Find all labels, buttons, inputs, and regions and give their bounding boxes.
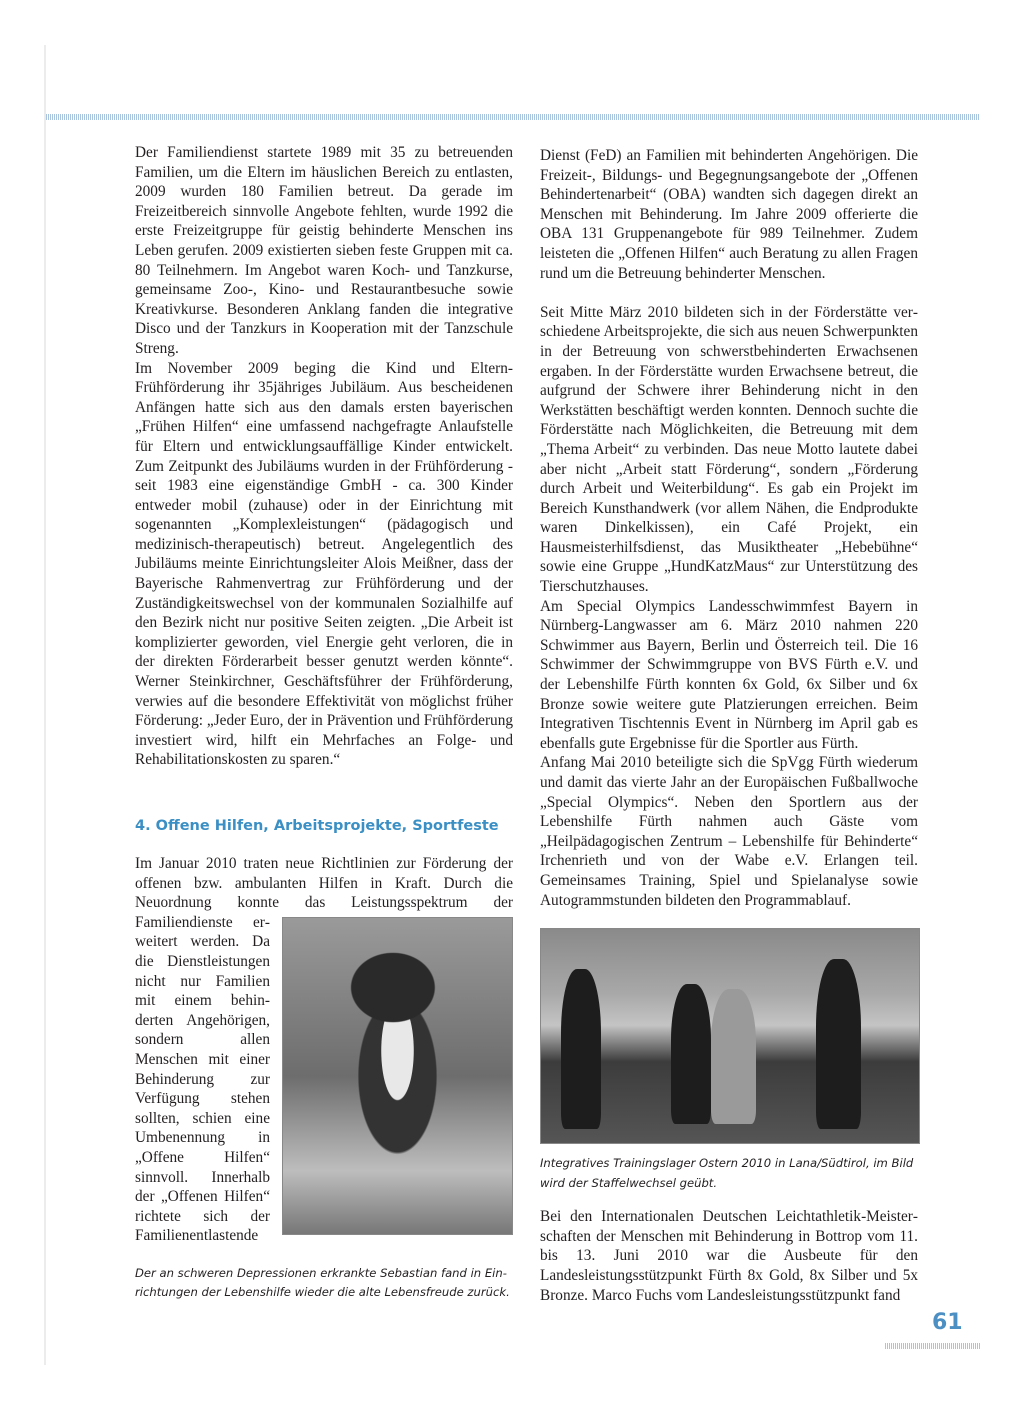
wrapped-paragraph — [135, 854, 513, 1246]
page-number: 61 — [932, 1310, 963, 1335]
runner-figure — [816, 959, 861, 1129]
paragraph: Bei den Internationalen Deutschen Leichtathletik-Meisterschaften der Menschen mit Behinderung in Bottrop vom 11. bis 13. Juni 2010 war die Ausbeute für den Landesleistungsstützpunkt Fürth 8x Gold, 8x Silber und 5x Bronze. Marco Fuchs vom Landesleistungsstützpunkt fand — [540, 1208, 918, 1304]
photo-caption: Integratives Trainingslager Ostern 2010 in Lana/Südtirol, im Bild wird der Staffelwechsel geübt. — [540, 1156, 914, 1190]
runner-figure — [711, 989, 756, 1124]
page-margin-line — [44, 45, 46, 1365]
section-heading: 4. Offene Hilfen, Arbeitsprojekte, Sportfeste — [135, 818, 499, 834]
photo-caption: Der an schweren Depressionen erkrankte Sebastian fand in Einrichtungen der Lebenshilfe wieder die alte Lebensfreude zurück. — [135, 1265, 510, 1300]
header-rule — [46, 114, 980, 120]
photo-sebastian — [282, 917, 513, 1235]
runner-figure — [671, 984, 711, 1124]
paragraph: Seit Mitte März 2010 bildeten sich in der Förderstätte verschiedene Arbeitsprojekte, die sich aus neuen Schwerpunkten in der Betreuung von schwerstbehinderten Erwachsenen ergaben. In der Förderstätte wurden Erwachsene betreut, die aufgrund der Schwere ihrer Behinderung nicht in den Werkstätten beschäftigt werden konnten. Dennoch suchte die Förderstätte nach Möglichkeiten, die Betreuung mit dem „Thema Arbeit“ zu verbinden. Das neue Motto lautete dabei aber nicht „Arbeit statt Förderung“, sondern „Förderung durch Arbeit und Weiterbildung“. Es gab ein Projekt im Bereich Kunsthandwerk (vor allem Nähen, die Endprodukte waren Dinkelkissen), ein Café Projekt, ein Hausmeisterhilfsdienst, das Musiktheater „Hebebühne“ sowie eine Gruppe „HundKatzMaus“ zur Unterstützung des Tierschutzhauses. — [540, 303, 918, 596]
footer-rule — [885, 1343, 980, 1349]
paragraph: Der Familiendienst startete 1989 mit 35 zu betreuenden Familien, um die Eltern im häuslichen Bereich zu entlasten, 2009 wurden 180 Familien betreut. Da gerade im Freizeitbereich sinnvolle Angebote fehlten, wurde 1992 die erste Freizeitgruppe für geistig behinderte Menschen ins Leben gerufen. 2009 existierten sieben feste Gruppen mit ca. 80 Teilnehmern. Im Angebot waren Koch- und Tanzkurse, gemeinsame Zoo-, Kino- und Restaurantbesuche sowie Kreativkurse. Besonderen Anklang fanden die integrative Disco und der Tanzkurs in Kooperation mit der Tanzschule Streng. — [135, 144, 513, 357]
left-column — [135, 143, 513, 1303]
paragraph: Im November 2009 beging die Kind und Eltern-Frühförderung ihr 35jähriges Jubiläum. Aus bescheidenen Anfängen hatte sich aus den damals ersten bayerischen „Frühen Hilfen“ eine umfassend nachgefragte Anlaufstelle für Eltern und entwicklungsauffällige Kinder entwickelt. Zum Zeitpunkt des Jubiläums wurden in der Frühförderung - seit 1983 eine eigenständige GmbH - ca. 300 Kinder entweder mobil (zuhause) oder in der Einrichtung mit sogenannten „Komplexleistungen“ (pädagogisch und medizinisch-therapeutisch) betreut. Angelegentlich des Jubiläums meinte Einrichtungsleiter Alois Meißner, dass der Bayerische Rahmenvertrag zur Frühförderung und der Zuständigkeitswechsel von der kommunalen Sozialhilfe auf den Bezirk nicht nur positive Seiten zeigten. „Die Arbeit ist komplizierter geworden, viel Energie geht verloren, die in der direkten Förderarbeit besser genutzt werden könnte“. Werner Steinkirchner, Geschäftsführer der Frühförderung, verwies auf die besondere Effektivität von möglichst früher Förderung: „Jeder Euro, der in Prävention und Frühförderung investiert wird, hilft ein Mehrfaches an Folge- und Rehabilitationskosten zu sparen.“ — [135, 359, 513, 769]
runner-figure — [561, 969, 601, 1129]
photo-relay-training — [540, 928, 920, 1144]
paragraph: Im Januar 2010 traten neue Richtlinien zur Förderung der offenen bzw. ambulanten Hilfen in Kraft. Durch die Neuordnung konnte das Leistungsspektrum der Familiendienste erweitert werden. Da die Dienstleistungen nicht nur Familien mit einem behinderten Angehörigen, sondern allen Menschen mit einer Behinderung zur Verfügung stehen sollten, schien eine Umbenennung in „Offene Hilfen“ sinnvoll. Innerhalb der „Offenen Hilfen“ richtete sich der Familienentlastende — [135, 855, 513, 1245]
paragraph: Am Special Olympics Landesschwimmfest Bayern in Nürnberg-Langwasser am 6. März 2010 nahmen 220 Schwimmer aus Bayern, Berlin und Österreich teil. Die 16 Schwimmer der Schwimmgruppe von BVS Fürth e.V. und der Lebenshilfe Fürth konnten 6x Gold, 6x Silber und 6x Bronze sowie weitere gute Platzierungen erreichen. Beim Integrativen Tischtennis Event in Nürnberg im April gab es ebenfalls gute Ergebnisse für die Sportler aus Fürth. — [540, 597, 918, 752]
right-column — [540, 143, 918, 1305]
paragraph: Dienst (FeD) an Familien mit behinderten Angehörigen. Die Freizeit-, Bildungs- und Begegnungsangebote der „Offenen Behindertenarbeit“ (OBA) wandten sich dagegen direkt an Menschen mit Behinderung. Im Jahre 2009 offerierte die OBA 131 Gruppenangebote für 989 Teilnehmer. Zudem leisteten die „Offenen Hilfen“ auch Beratung zu allen Fragen rund um die Betreuung behinderter Menschen. — [540, 147, 918, 282]
paragraph: Anfang Mai 2010 beteiligte sich die SpVgg Fürth wiederum und damit das vierte Jahr an der Europäischen Fußballwoche „Special Olympics“. Neben den Sportlern aus der Lebenshilfe Fürth nahmen auch Gäste vom „Heilpädagogischen Zentrum – Lebenshilfe für Behinderte“ Irchenrieth und von der Wabe e.V. Erlangen teil. Gemeinsames Training, Spiel und Spielanalyse sowie Autogrammstunden bildeten den Programmablauf. — [540, 754, 918, 909]
